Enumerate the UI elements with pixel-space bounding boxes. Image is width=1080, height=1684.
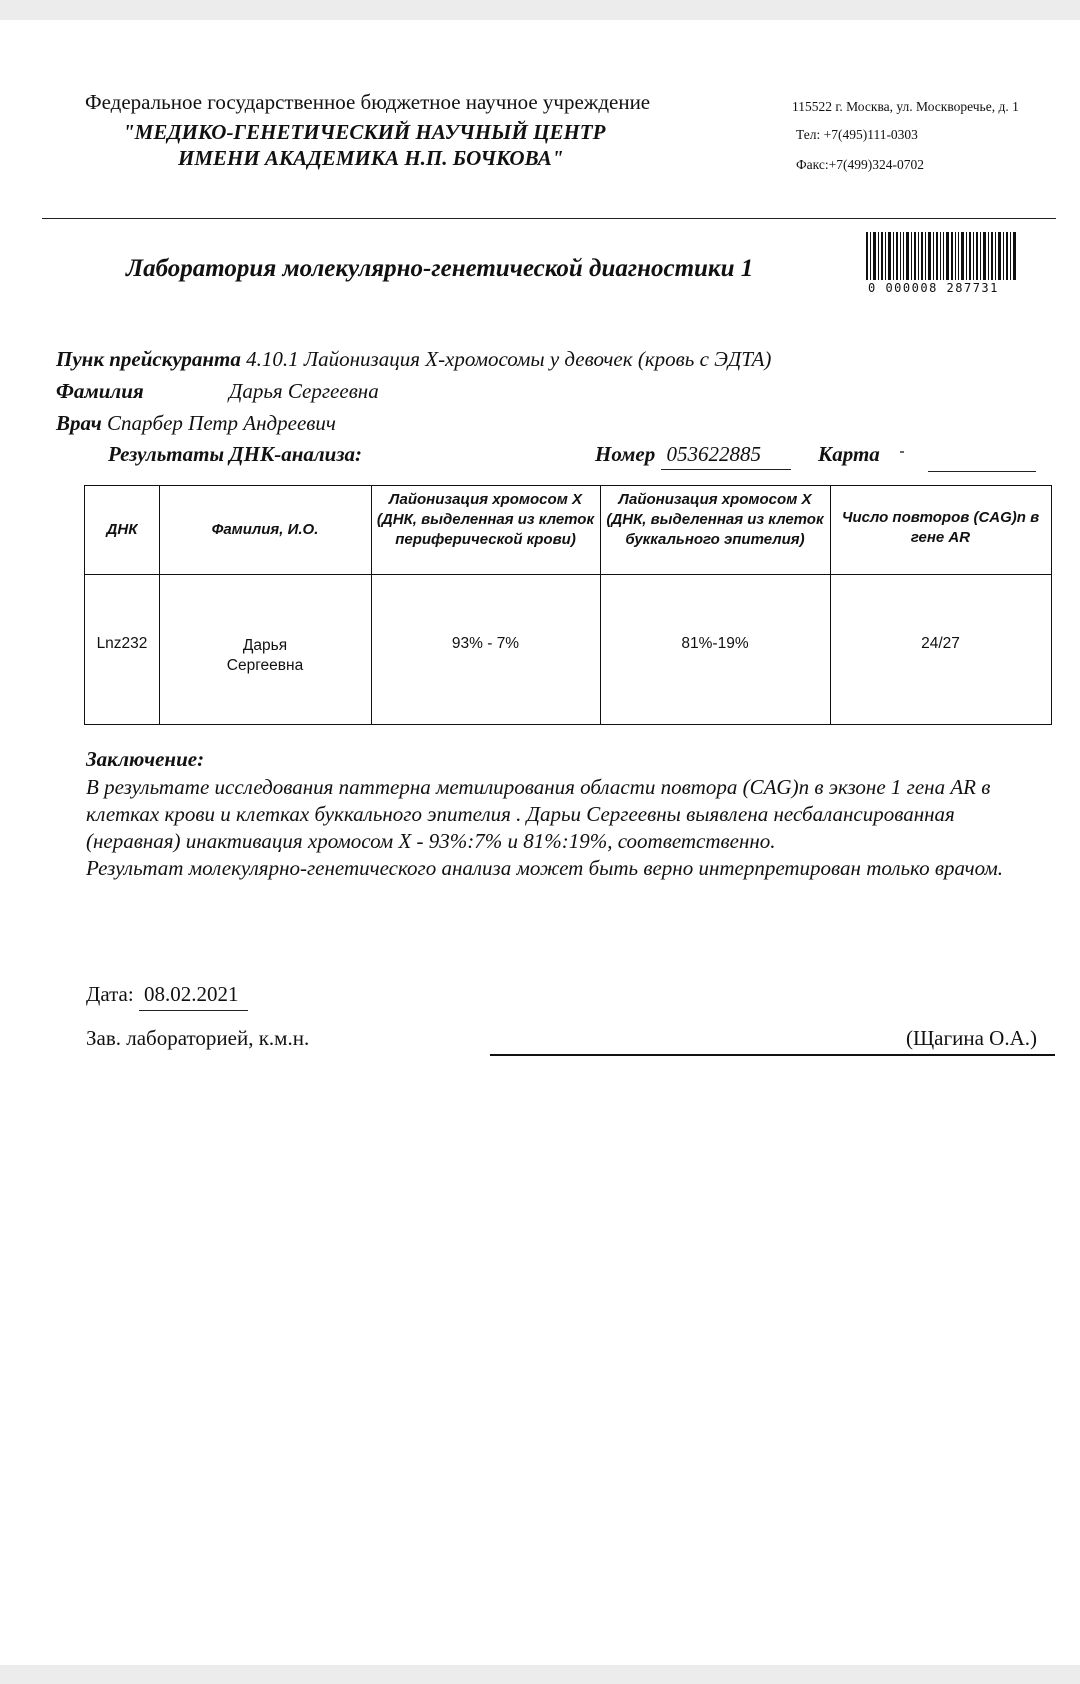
price-item-value: 4.10.1 Лайонизация Х-хромосомы у девочек (кровь с ЭДТА) — [246, 347, 772, 371]
signatory-name: (Щагина О.А.) — [906, 1026, 1037, 1050]
conclusion-title: Заключение: — [86, 747, 205, 771]
signature-line — [490, 1054, 1055, 1056]
doctor-value: Спарбер Петр Андреевич — [107, 411, 336, 435]
table-cell-dna: Lnz232 — [96, 635, 148, 652]
doctor-line — [56, 411, 336, 436]
number-label: Номер — [595, 442, 656, 466]
table-header-divider — [85, 574, 1051, 575]
table-header-name: Фамилия, И.О. — [211, 521, 319, 538]
conclusion-note: Результат молекулярно-генетического анализа может быть верно интерпретирован только врачом. — [86, 856, 1004, 880]
org-name-line3: ИМЕНИ АКАДЕМИКА Н.П. БОЧКОВА" — [178, 146, 564, 170]
table-cell-name: Дарья Сергеевна — [226, 637, 304, 674]
table-header-buccal: Лайонизация хромосом Х (ДНК, выделенная из клеток буккального эпителия) — [606, 491, 824, 548]
results-label: Результаты ДНК-анализа: — [108, 442, 362, 466]
table-cell-repeats: 24/27 — [921, 635, 960, 652]
date-value: 08.02.2021 — [139, 982, 249, 1011]
org-name-line1: Федеральное государственное бюджетное научное учреждение — [85, 90, 651, 114]
price-item-line — [56, 347, 771, 372]
org-address: 115522 г. Москва, ул. Москворечье, д. 1 — [792, 99, 1019, 114]
surname-label: Фамилия — [56, 379, 144, 403]
header-divider — [42, 218, 1056, 219]
surname-line — [56, 379, 379, 404]
document-page — [0, 20, 1080, 1665]
barcode-icon — [866, 232, 1016, 280]
number-field — [595, 442, 791, 470]
card-redaction-mark — [900, 451, 904, 453]
card-value-line — [928, 471, 1036, 472]
table-header-blood: Лайонизация хромосом Х (ДНК, выделенная из клеток периферической крови) — [376, 491, 595, 548]
number-value: 053622885 — [661, 442, 792, 470]
table-cell-blood: 93% - 7% — [451, 635, 520, 652]
org-name-line2: "МЕДИКО-ГЕНЕТИЧЕСКИЙ НАУЧНЫЙ ЦЕНТР — [123, 120, 606, 144]
table-header-repeats: Число повторов (CAG)n в гене AR — [841, 509, 1040, 546]
price-item-label: Пунк прейскуранта — [56, 347, 241, 371]
org-phone: Тел: +7(495)111-0303 — [796, 127, 918, 142]
card-label: Карта — [818, 442, 880, 466]
lab-title: Лаборатория молекулярно-генетической диагностики 1 — [126, 255, 754, 282]
conclusion-paragraph: В результате исследования паттерна метилирования области повтора (CAG)n в экзоне 1 гена AR в клетках крови и клетках буккального эпителия . Дарьи Сергеевны выявлена несбалансированная (неравная) инактивация хромосом Х - 93%:7% и 81%:19%, соответственно. — [86, 775, 991, 853]
surname-value: Дарья Сергеевна — [228, 379, 379, 403]
conclusion-body — [86, 774, 1046, 882]
head-of-lab-label: Зав. лабораторией, к.м.н. — [86, 1026, 310, 1050]
table-cell-buccal: 81%-19% — [681, 635, 749, 652]
date-line — [86, 982, 248, 1011]
date-label: Дата: — [86, 982, 134, 1006]
org-fax: Факс:+7(499)324-0702 — [796, 157, 924, 172]
barcode-number: 0 000008 287731 — [868, 281, 999, 295]
results-table — [84, 485, 1052, 725]
table-header-dna: ДНК — [106, 521, 138, 538]
doctor-label: Врач — [56, 411, 102, 435]
